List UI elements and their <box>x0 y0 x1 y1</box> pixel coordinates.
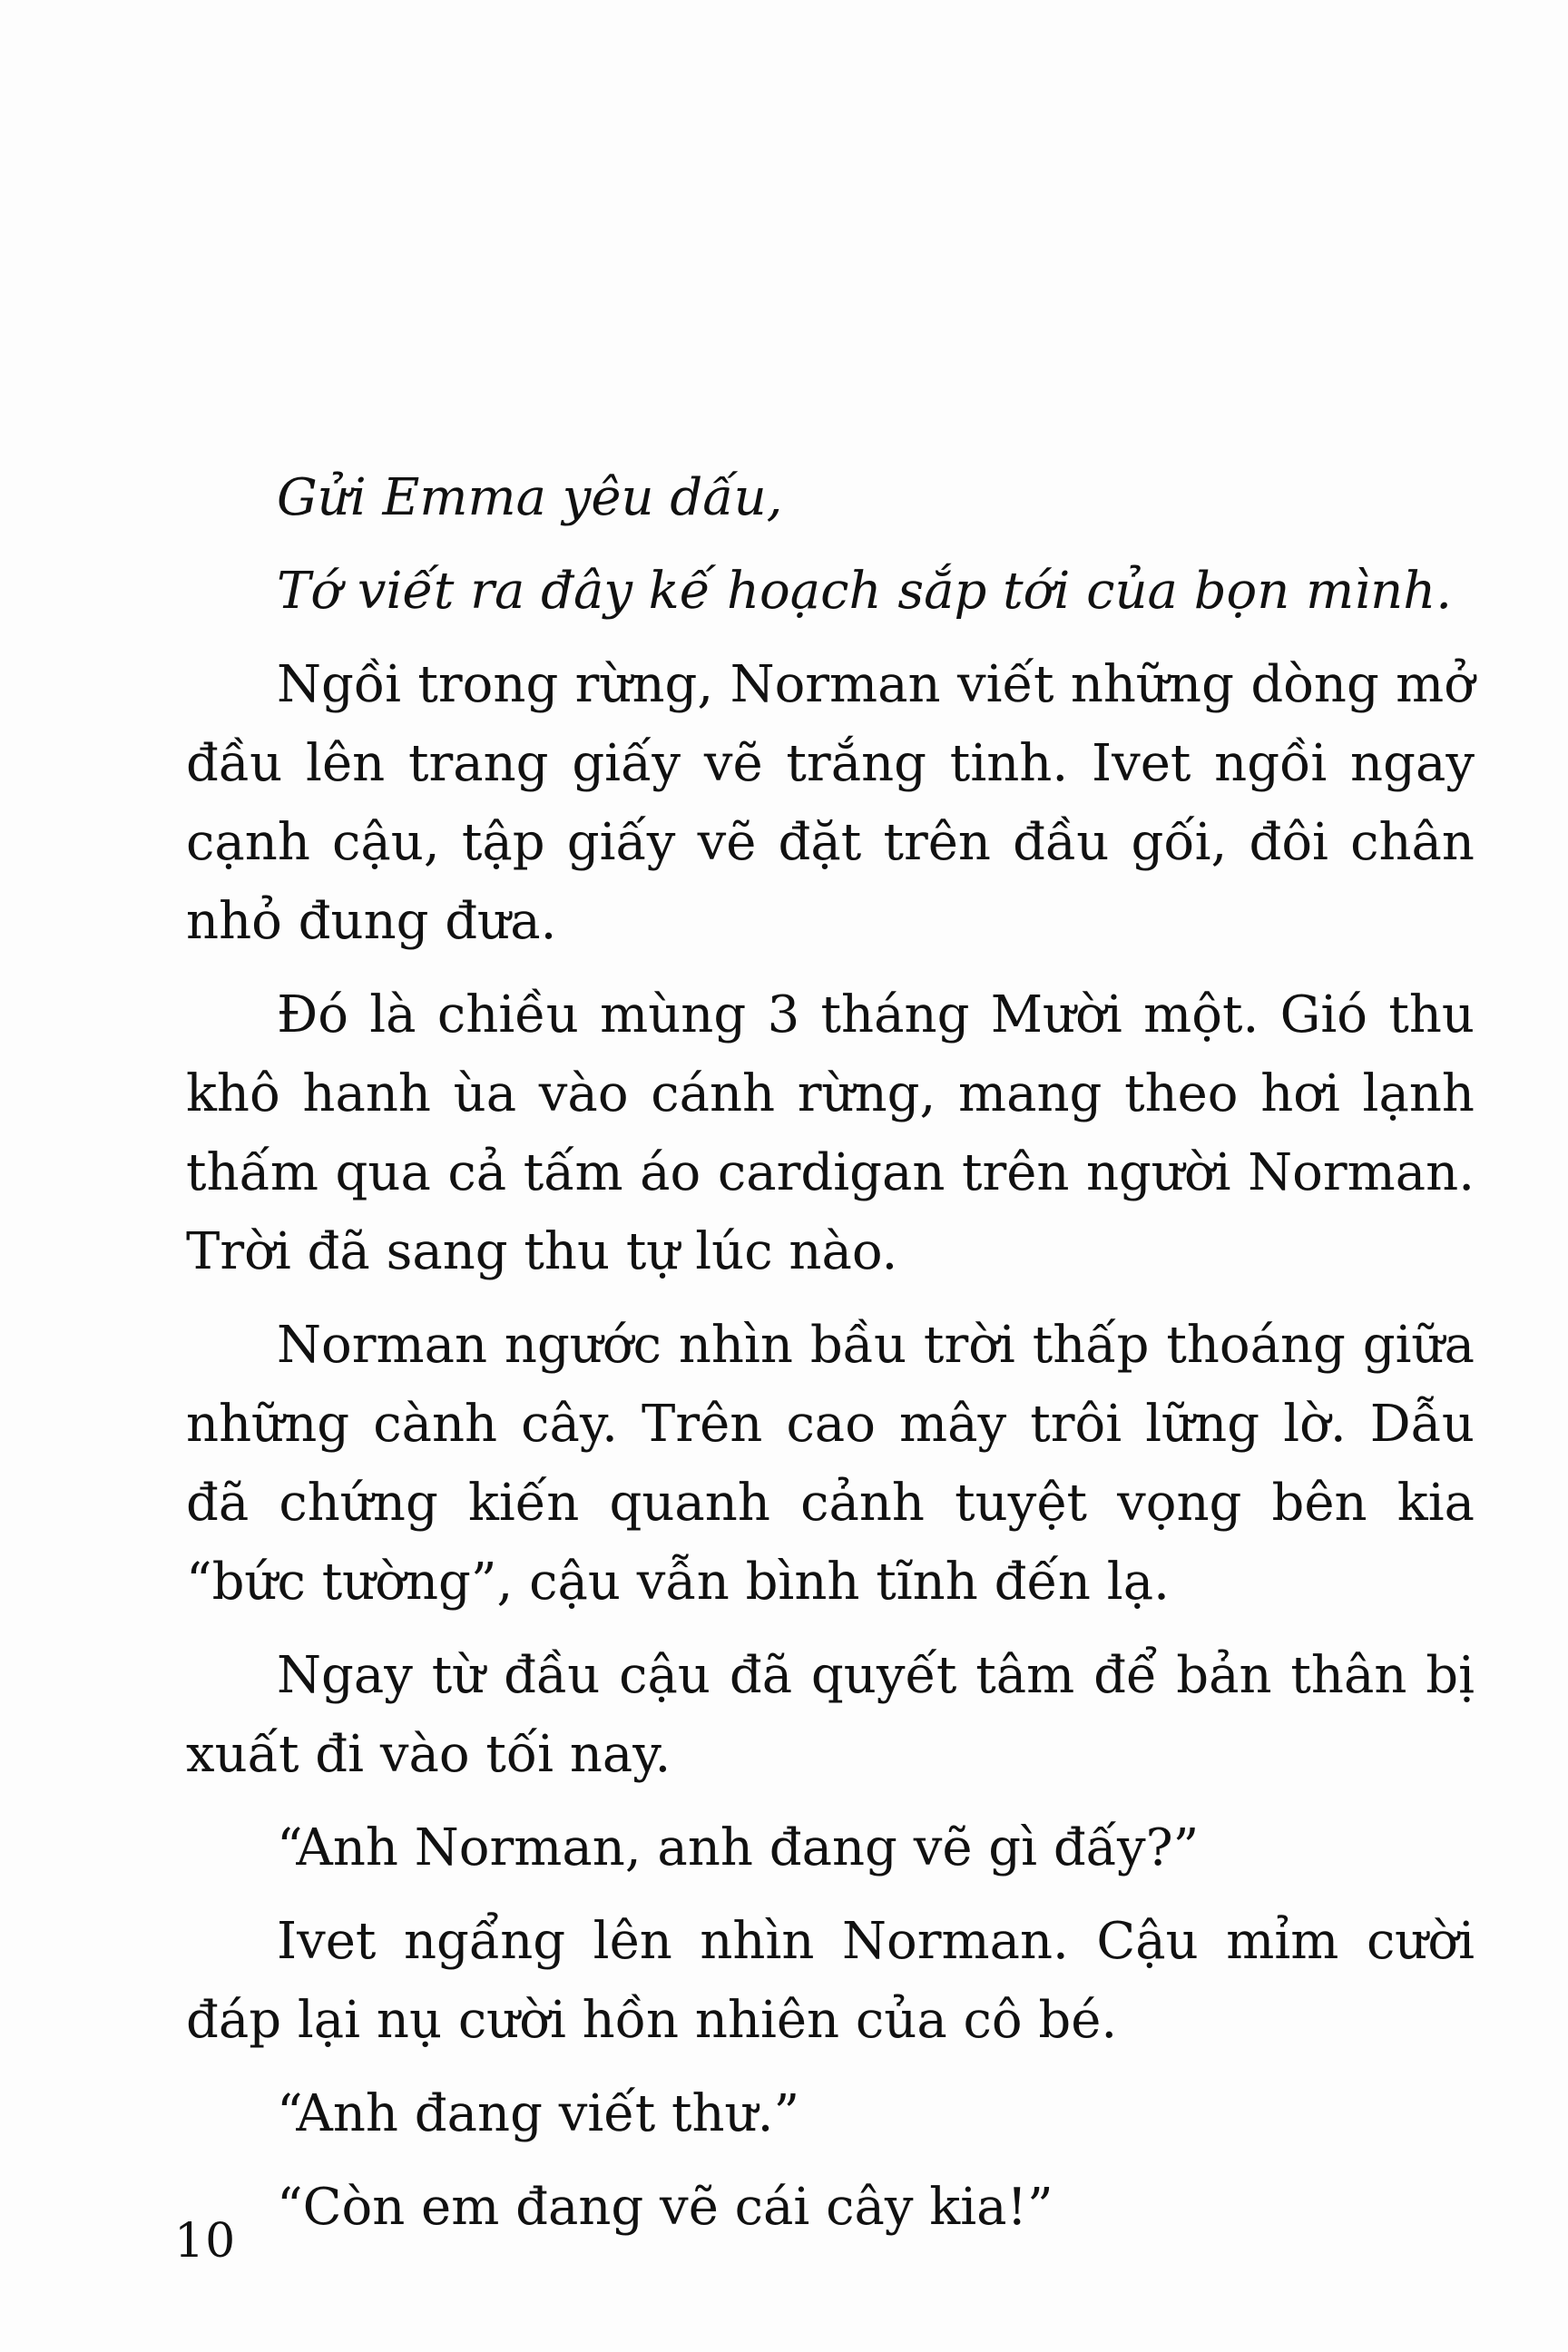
paragraph: Norman ngước nhìn bầu trời thấp thoáng giữa những cành cây. Trên cao mây trôi lững lờ. Dẫu đã chứng kiến quanh cảnh tuyệt vọng bên kia “bức tường”, cậu vẫn bình tĩnh đến lạ. <box>186 1316 1475 1612</box>
paragraph: Ngồi trong rừng, Norman viết những dòng mở đầu lên trang giấy vẽ trắng tinh. Ivet ngồi ngay cạnh cậu, tập giấy vẽ đặt trên đầu gối, đôi chân nhỏ đung đưa. <box>186 655 1475 951</box>
page-number: 10 <box>174 2214 237 2269</box>
letter-salutation: Gửi Emma yêu dấu, <box>277 468 783 527</box>
dialogue-line: “Anh đang viết thư.” <box>277 2084 800 2143</box>
paragraph: Ngay từ đầu cậu đã quyết tâm để bản thân bị xuất đi vào tối nay. <box>186 1646 1475 1784</box>
body-text <box>186 458 1475 2261</box>
paragraph: Ivet ngẩng lên nhìn Norman. Cậu mỉm cười đáp lại nụ cười hồn nhiên của cô bé. <box>186 1912 1475 2050</box>
dialogue-line: “Anh Norman, anh đang vẽ gì đấy?” <box>277 1818 1200 1877</box>
letter-line: Tớ viết ra đây kế hoạch sắp tới của bọn mình. <box>277 562 1453 621</box>
dialogue-line: “Còn em đang vẽ cái cây kia!” <box>277 2178 1054 2237</box>
paragraph: Đó là chiều mùng 3 tháng Mười một. Gió thu khô hanh ùa vào cánh rừng, mang theo hơi lạnh thấm qua cả tấm áo cardigan trên người Norman. Trời đã sang thu tự lúc nào. <box>186 985 1475 1281</box>
